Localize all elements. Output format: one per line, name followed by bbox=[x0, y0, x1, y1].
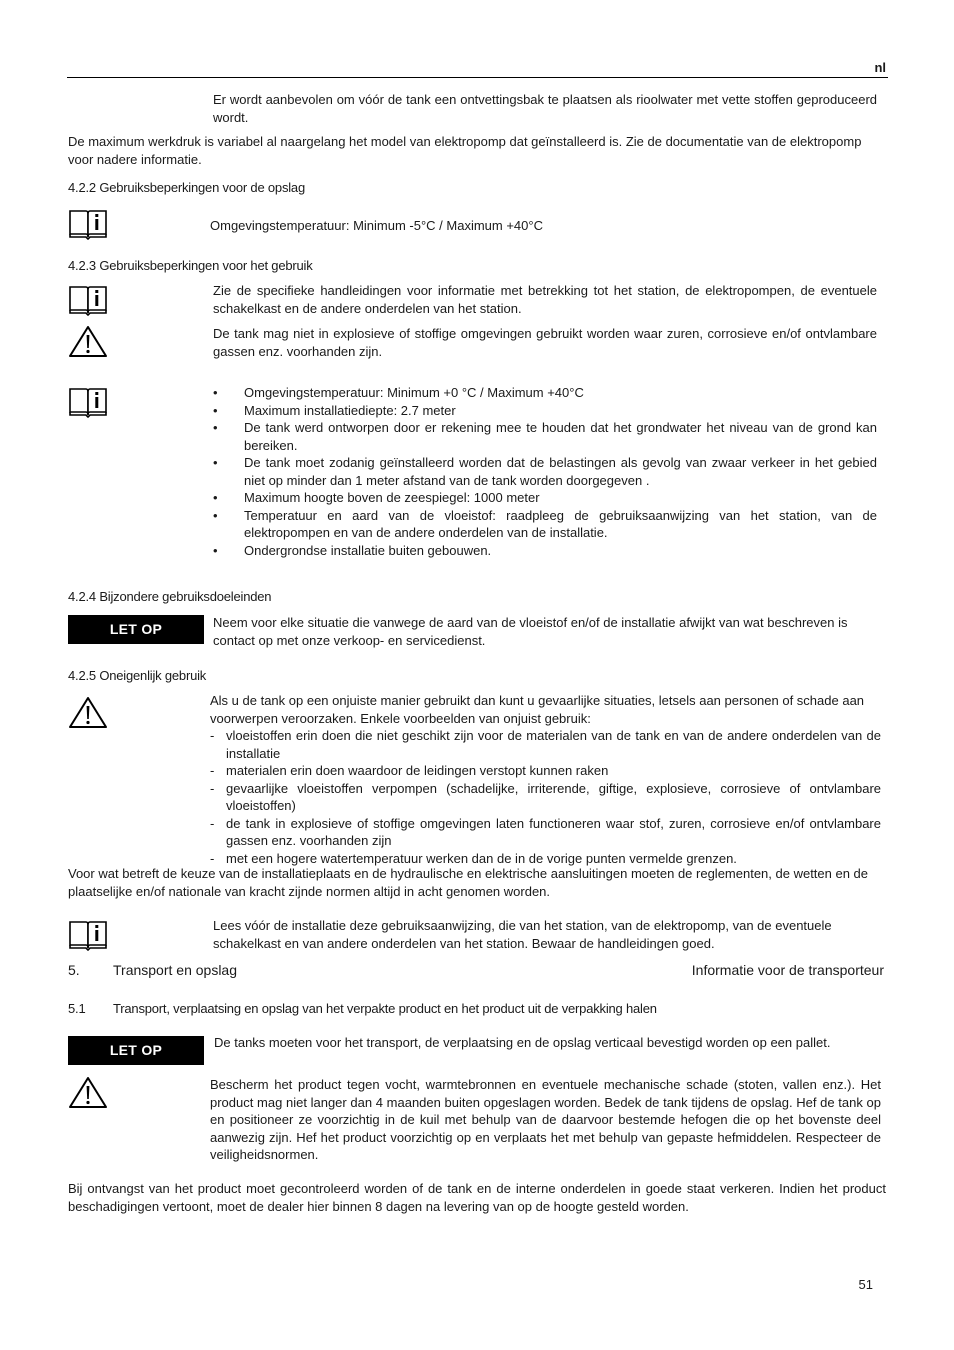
list-item: • Ondergrondse installatie buiten gebouwen. bbox=[213, 542, 877, 560]
chapter-audience: Informatie voor de transporteur bbox=[691, 962, 884, 978]
attention-label: LET OP bbox=[68, 615, 204, 644]
section-4-2-3-title: 4.2.3 Gebruiksbeperkingen voor het gebruik bbox=[68, 258, 313, 273]
receipt-paragraph: Bij ontvangst van het product moet gecontroleerd worden of de tank en de interne onderdelen in goede staat verkeren. Indien het product beschadigingen vertoont, moet de dealer hier binnen 8 dagen na levering van op de hoogte gesteld worden. bbox=[68, 1181, 886, 1214]
section-5-1-number: 5.1 bbox=[68, 1001, 86, 1016]
improper-use-intro: Als u de tank op een onjuiste manier gebruikt dan kunt u gevaarlijke situaties, letsels aan personen of schade aan voorwerpen veroorzaken. Enkele voorbeelden van onjuist gebruik: bbox=[210, 693, 865, 726]
list-item: • De tank moet zodanig geïnstalleerd worden dat de belastingen als gevolg van zwaar verkeer in het gebied niet op minder dan 1 meter afstand van de tank worden doorgegeven . bbox=[213, 454, 877, 489]
storage-temperature: Omgevingstemperatuur: Minimum -5°C / Maximum +40°C bbox=[210, 218, 543, 233]
manual-info-icon bbox=[68, 917, 108, 951]
section-4-2-2-title: 4.2.2 Gebruiksbeperkingen voor de opslag bbox=[68, 180, 305, 195]
pressure-paragraph: De maximum werkdruk is variabel al naargelang het model van elektropomp dat geïnstalleerd is. Zie de documentatie van de elektropomp voor nadere informatie. bbox=[68, 134, 862, 167]
language-code: nl bbox=[874, 60, 886, 75]
header-rule bbox=[67, 77, 888, 78]
list-item: - gevaarlijke vloeistoffen verpompen (schadelijke, irriterende, giftige, explosieve, corrosieve of ontvlambare vloeistoffen) bbox=[210, 780, 881, 815]
section-4-2-5-title: 4.2.5 Oneigenlijk gebruik bbox=[68, 668, 207, 683]
warning-icon bbox=[68, 1075, 108, 1109]
chapter-number: 5. bbox=[68, 962, 80, 978]
manuals-info: Zie de specifieke handleidingen voor informatie met betrekking tot het station, de elektropompen, de eventuele schakelkast en de andere onderdelen van het station. bbox=[213, 283, 877, 316]
list-item: - vloeistoffen erin doen die niet geschikt zijn voor de materialen van de tank en van de andere onderdelen van de installatie bbox=[210, 727, 881, 762]
list-item: • Omgevingstemperatuur: Minimum +0 °C / Maximum +40°C bbox=[213, 384, 877, 402]
degreasing-note: Er wordt aanbevolen om vóór de tank een ontvettingsbak te plaatsen als rioolwater met vette stoffen geproduceerd wordt. bbox=[213, 92, 877, 125]
list-item: • Temperatuur en aard van de vloeistof: raadpleeg de gebruiksaanwijzing van het station, van de elektropompen en van de andere onderdelen van de installatie. bbox=[213, 507, 877, 542]
list-item: • Maximum hoogte boven de zeespiegel: 1000 meter bbox=[213, 489, 877, 507]
list-item: • De tank werd ontworpen door er rekening mee te houden dat het grondwater het niveau van de grond kan bereiken. bbox=[213, 419, 877, 454]
usage-limits-list bbox=[213, 384, 877, 559]
list-item: - materialen erin doen waardoor de leidingen verstopt kunnen raken bbox=[210, 762, 881, 780]
improper-use-list bbox=[210, 727, 881, 867]
chapter-title: Transport en opslag bbox=[113, 962, 237, 978]
pallet-text: De tanks moeten voor het transport, de verplaatsing en de opslag verticaal bevestigd worden op een pallet. bbox=[214, 1035, 831, 1050]
warning-icon bbox=[68, 695, 108, 729]
list-item: - de tank in explosieve of stoffige omgevingen laten functioneren waar stof, zuren, corrosieve en/of ontvlambare gassen enz. voorhanden zijn bbox=[210, 815, 881, 850]
page-number: 51 bbox=[858, 1277, 873, 1292]
special-use-text: Neem voor elke situatie die vanwege de aard van de vloeistof en/of de installatie afwijkt van wat beschreven is contact op met onze verkoop- en servicedienst. bbox=[213, 615, 848, 648]
section-4-2-4-title: 4.2.4 Bijzondere gebruiksdoeleinden bbox=[68, 589, 272, 604]
regulations-paragraph: Voor wat betreft de keuze van de installatieplaats en de hydraulische en elektrische aansluitingen moeten de reglementen, de wetten en de plaatselijke en/of nationale van kracht zijnde normen altijd in acht genomen worden. bbox=[68, 866, 869, 899]
manual-info-icon bbox=[68, 384, 108, 418]
section-5-1-title: Transport, verplaatsing en opslag van het verpakte product en het product uit de verpakking halen bbox=[113, 1001, 657, 1016]
list-item: • Maximum installatiediepte: 2.7 meter bbox=[213, 402, 877, 420]
attention-label: LET OP bbox=[68, 1036, 204, 1065]
list-item: - met een hogere watertemperatuur werken dan de in de vorige punten vermelde grenzen. bbox=[210, 850, 881, 868]
read-manuals-text: Lees vóór de installatie deze gebruiksaanwijzing, die van het station, van de elektropomp, van de eventuele schakelkast en van andere onderdelen van het station. Bewaar de handleidingen goed. bbox=[213, 918, 832, 951]
warning-icon bbox=[68, 324, 108, 358]
protection-warning: Bescherm het product tegen vocht, warmtebronnen en eventuele mechanische schade (stoten, vallen enz.). Het product mag niet langer dan 4 maanden buiten opgeslagen worden. Bedek de tank tijdens de opslag. Hef de tank op en positioneer ze voorzichtig in de kuil met behulp van de daarvoor bestemde hefogen die op het bovenste deel aanwezig zijn. Hef het product voorzichtig op en verplaats het met behulp van gepaste hefmiddelen. Respecteer de veiligheidsnormen. bbox=[210, 1077, 881, 1162]
explosive-warning: De tank mag niet in explosieve of stoffige omgevingen gebruikt worden waar zuren, corrosieve en/of ontvlambare gassen enz. voorhanden zijn. bbox=[213, 326, 877, 359]
manual-info-icon bbox=[68, 206, 108, 240]
manual-info-icon bbox=[68, 282, 108, 316]
